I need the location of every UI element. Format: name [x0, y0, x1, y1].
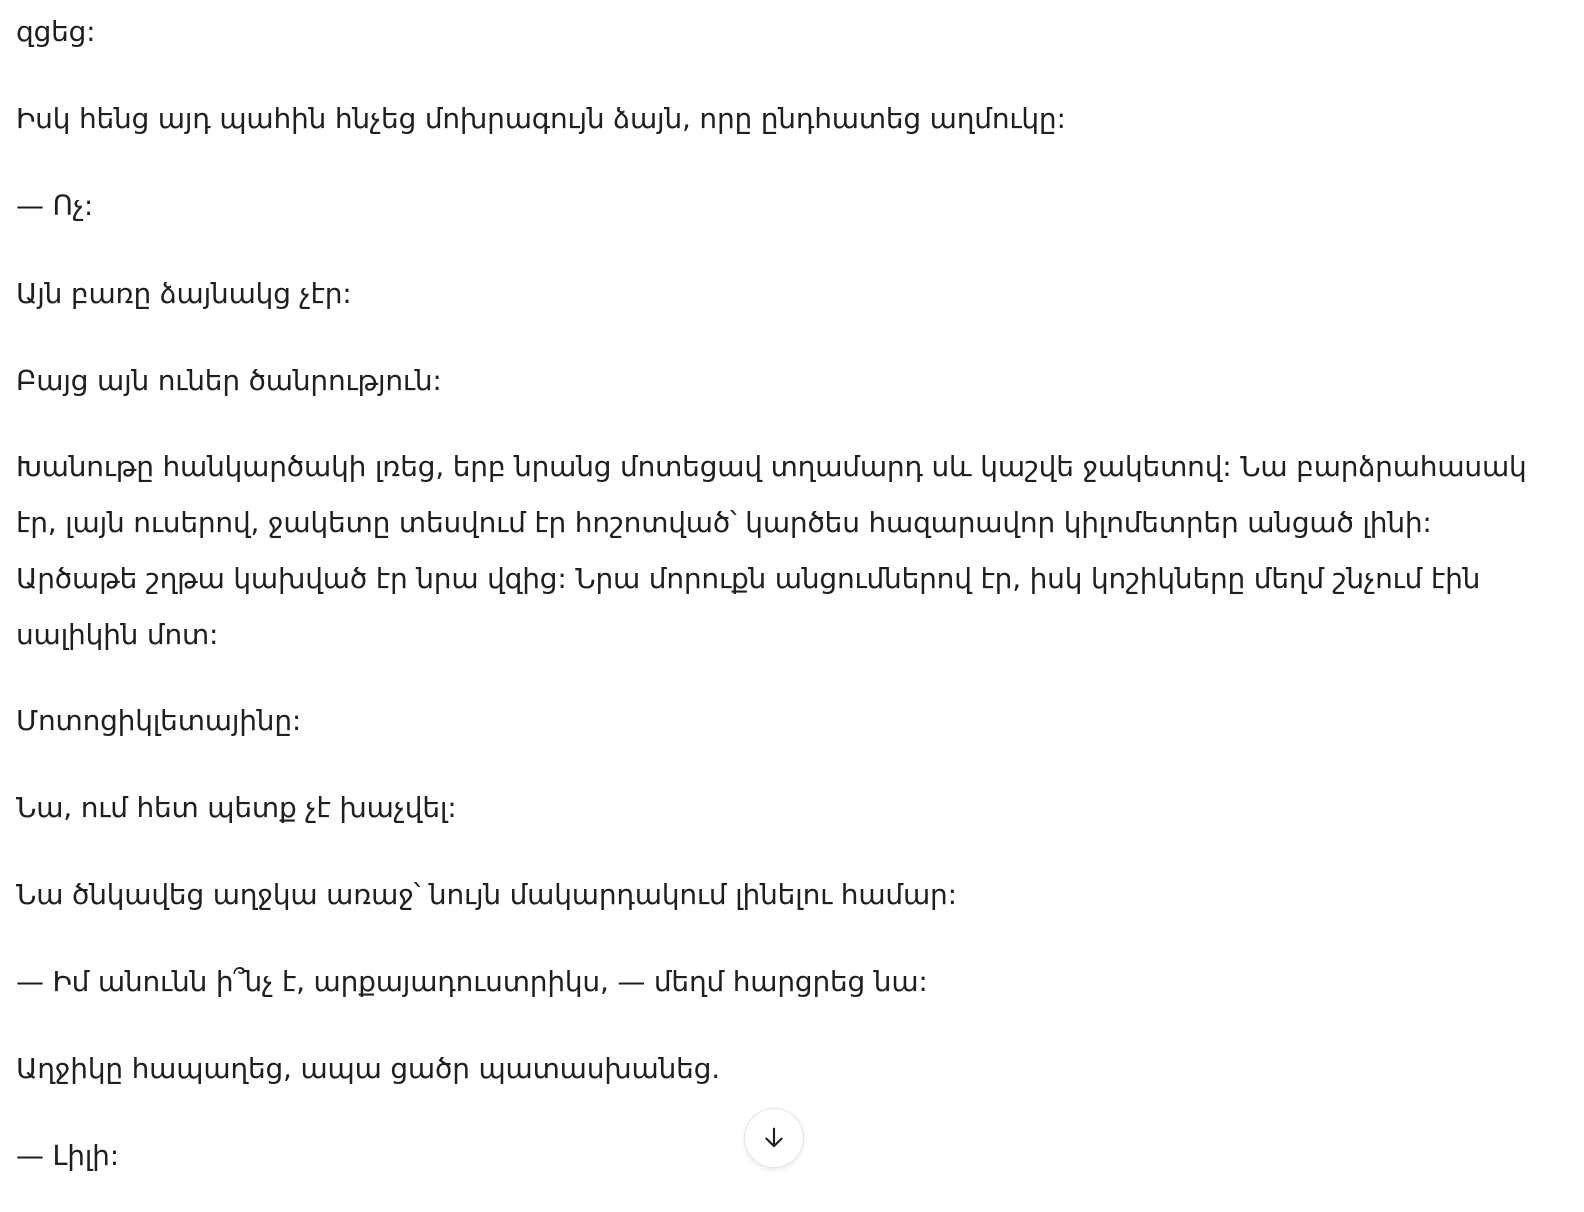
story-paragraph: — Լիլի: [16, 1139, 119, 1172]
scroll-to-bottom-button[interactable] [744, 1108, 804, 1168]
story-paragraph: զցեց: [16, 15, 96, 48]
story-paragraph: Այն բառը ձայնակց չէր: [16, 277, 352, 310]
arrow-down-icon [760, 1124, 788, 1152]
story-paragraph: Նա ծնկավեց աղջկա առաջ՝ նույն մակարդակում լինելու համար: [16, 878, 957, 911]
story-paragraph: Իսկ հենց այդ պահին հնչեց մոխրագույն ձայն, որը ընդհատեց աղմուկը: [16, 102, 1066, 135]
story-paragraph: — Ոչ: [16, 189, 94, 222]
story-paragraph: Մոտոցիկլետայինը: [16, 704, 302, 737]
story-paragraph: — Իմ անունն ի՞նչ է, արքայադուստրիկս, — մեղմ հարցրեց նա: [16, 965, 928, 998]
story-paragraph: Աղջիկը հապաղեց, ապա ցածր պատասխանեց. [16, 1052, 720, 1085]
story-paragraph: Նա, ում հետ պետք չէ խաչվել: [16, 791, 457, 824]
story-paragraph: Բայց այն ուներ ծանրություն: [16, 364, 442, 397]
story-paragraph: Խանութը հանկարծակի լռեց, երբ նրանց մոտեցավ տղամարդ սև կաշվե ջակետով: Նա բարձրահասակ էր, լայն ուսերով, ջակետը տեսվում էր հոշոտված՝ կարծես հազարավոր կիլոմետրեր անցած լինի: Արծաթե շղթա կախված էր նրա վզից: Նրա մորուքն անցումներով էր, իսկ կոշիկները մեղմ շնչում էին սալիկին մոտ: [16, 450, 1527, 651]
